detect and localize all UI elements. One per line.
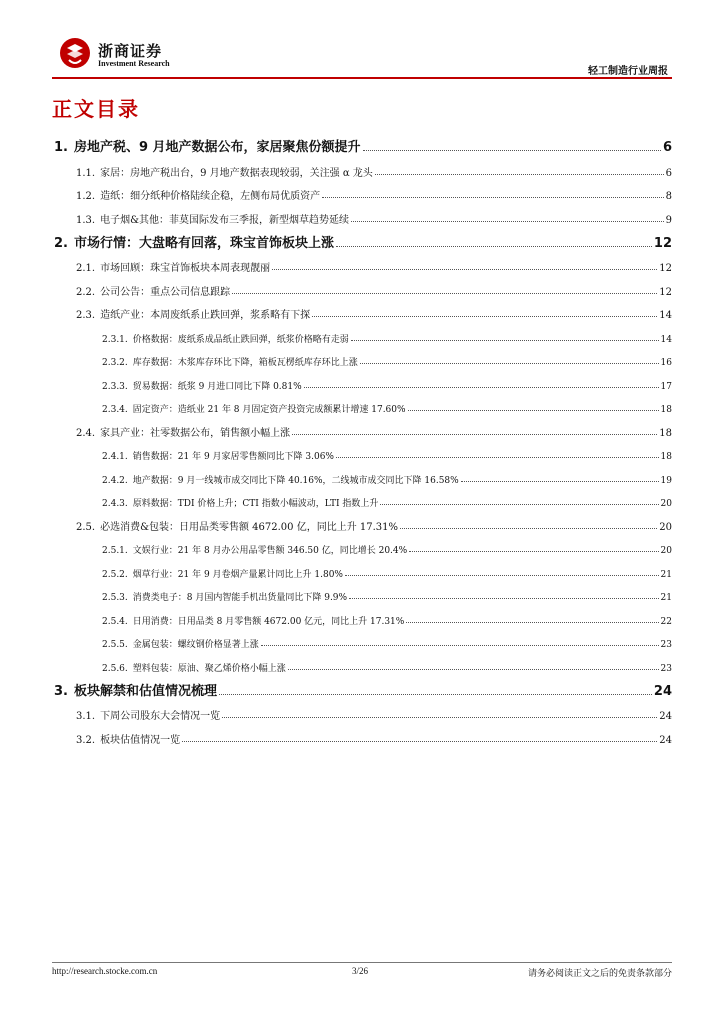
toc-entry-level3[interactable]: [52, 627, 672, 651]
toc-entry-page: 23: [660, 663, 672, 674]
toc-entry-level3[interactable]: [52, 486, 672, 510]
toc-entry-title: 公司公告：重点公司信息跟踪: [100, 286, 231, 298]
toc-entry-level3[interactable]: [52, 345, 672, 369]
toc-entry-page: 24: [659, 734, 672, 746]
toc-entry-level3[interactable]: [52, 603, 672, 627]
brand-name-en: Investment Research: [98, 59, 170, 68]
toc-entry-title: 市场行情：大盘略有回落，珠宝首饰板块上涨: [73, 235, 334, 251]
toc-entry-level3[interactable]: [52, 462, 672, 486]
toc-entry-number: 2.5.2.: [102, 569, 128, 580]
toc-entry-level2[interactable]: [52, 251, 672, 275]
toc-dot-leader: [400, 528, 657, 529]
toc-entry-title: 电子烟&其他：菲莫国际发布三季报，新型烟草趋势延续: [100, 214, 349, 226]
toc-entry-title: 家具产业：社零数据公布，销售额小幅上涨: [100, 427, 291, 439]
table-of-contents: [52, 130, 672, 746]
toc-entry-title: 原料数据：TDI 价格上升；CTI 指数小幅波动，LTI 指数上升: [132, 499, 379, 509]
toc-entry-title: 塑料包装：原油、聚乙烯价格小幅上涨: [132, 663, 286, 674]
toc-entry-level1[interactable]: [52, 130, 672, 155]
toc-entry-page: 14: [659, 310, 672, 321]
toc-entry-page: 12: [659, 286, 672, 298]
toc-entry-number: 3.: [54, 683, 68, 699]
toc-entry-number: 2.5.4.: [102, 616, 128, 627]
toc-entry-page: 20: [660, 546, 672, 556]
toc-dot-leader: [380, 504, 658, 505]
toc-entry-number: 2.5.3.: [102, 593, 128, 603]
toc-dot-leader: [363, 150, 661, 151]
toc-entry-level2[interactable]: [52, 298, 672, 322]
toc-entry-number: 2.1.: [76, 263, 96, 274]
toc-entry-number: 1.2.: [76, 191, 96, 202]
toc-entry-number: 2.3.1.: [102, 334, 128, 345]
toc-heading: 正文目录: [52, 97, 140, 121]
toc-entry-number: 2.3.3.: [102, 381, 128, 392]
toc-entry-level2[interactable]: [52, 155, 672, 179]
toc-entry-number: 2.2.: [76, 286, 96, 298]
toc-entry-number: 3.1.: [76, 711, 96, 722]
toc-entry-number: 2.4.3.: [102, 499, 128, 509]
footer-disclaimer: 请务必阅读正文之后的免责条款部分: [527, 969, 672, 979]
toc-dot-leader: [351, 221, 664, 222]
footer-divider: [52, 962, 672, 963]
toc-entry-number: 1.3.: [76, 214, 96, 226]
toc-entry-title: 贸易数据：纸浆 9 月进口同比下降 0.81%: [132, 381, 302, 392]
toc-entry-number: 2.4.: [76, 427, 96, 439]
toc-entry-title: 价格数据：废纸系成品纸止跌回弹，纸浆价格略有走弱: [132, 334, 349, 345]
toc-dot-leader: [322, 197, 664, 198]
toc-entry-title: 家居：房地产税出台，9 月地产数据表现较弱，关注强 α 龙头: [100, 167, 373, 179]
toc-entry-number: 2.5.5.: [102, 640, 128, 650]
toc-entry-number: 1.1.: [76, 167, 96, 179]
toc-entry-level2[interactable]: [52, 179, 672, 203]
toc-entry-level3[interactable]: [52, 368, 672, 392]
toc-entry-level3[interactable]: [52, 321, 672, 345]
header-divider: [52, 77, 672, 79]
toc-entry-title: 下周公司股东大会情况一览: [100, 711, 221, 722]
toc-entry-page: 23: [660, 640, 672, 650]
brokerage-logo-icon: [58, 36, 92, 70]
toc-entry-page: 12: [653, 235, 672, 251]
toc-entry-page: 24: [653, 683, 672, 699]
toc-entry-number: 2.3.2.: [102, 358, 128, 368]
toc-entry-page: 21: [660, 569, 672, 580]
toc-entry-title: 固定资产：造纸业 21 年 8 月固定资产投资完成额累计增速 17.60%: [132, 405, 406, 415]
toc-entry-title: 库存数据：木浆库存环比下降，箱板瓦楞纸库存环比上涨: [132, 358, 358, 368]
toc-entry-level2[interactable]: [52, 699, 672, 723]
footer-url-link[interactable]: http://research.stocke.com.cn: [52, 966, 158, 976]
toc-dot-leader: [375, 174, 664, 175]
toc-entry-page: 24: [659, 711, 672, 722]
toc-entry-page: 21: [660, 593, 672, 603]
toc-entry-page: 14: [660, 334, 672, 345]
toc-entry-level1[interactable]: [52, 226, 672, 251]
toc-entry-level3[interactable]: [52, 439, 672, 463]
toc-entry-number: 2.5.6.: [102, 663, 128, 674]
toc-entry-title: 房地产税、9 月地产数据公布，家居聚焦份额提升: [73, 140, 361, 155]
toc-dot-leader: [408, 410, 659, 411]
toc-entry-page: 9: [665, 214, 672, 226]
toc-dot-leader: [261, 645, 659, 646]
toc-entry-level2[interactable]: [52, 509, 672, 533]
toc-entry-level2[interactable]: [52, 722, 672, 746]
toc-entry-level2[interactable]: [52, 274, 672, 298]
toc-dot-leader: [349, 598, 658, 599]
toc-entry-number: 2.: [54, 235, 68, 251]
report-type-label: 轻工制造行业周报: [588, 66, 668, 77]
toc-entry-page: 17: [660, 381, 672, 392]
toc-entry-title: 金属包装：螺纹钢价格显著上涨: [132, 640, 259, 650]
toc-entry-page: 8: [665, 191, 672, 202]
toc-dot-leader: [272, 269, 657, 270]
toc-entry-title: 文娱行业：21 年 8 月办公用品零售额 346.50 亿，同比增长 20.4%: [132, 546, 408, 556]
toc-entry-page: 6: [662, 140, 672, 155]
toc-dot-leader: [222, 717, 657, 718]
toc-entry-level3[interactable]: [52, 392, 672, 416]
toc-dot-leader: [288, 669, 659, 670]
toc-entry-level2[interactable]: [52, 415, 672, 439]
toc-entry-title: 必选消费&包装：日用品类零售额 4672.00 亿，同比上升 17.31%: [100, 521, 399, 533]
toc-entry-number: 2.3.4.: [102, 405, 128, 415]
toc-entry-page: 22: [660, 616, 672, 627]
toc-dot-leader: [360, 363, 659, 364]
toc-entry-page: 18: [659, 427, 672, 439]
toc-entry-level3[interactable]: [52, 650, 672, 674]
toc-entry-number: 2.5.: [76, 521, 96, 533]
toc-entry-title: 市场回顾：珠宝首饰板块本周表现靓丽: [100, 263, 271, 274]
toc-entry-title: 烟草行业：21 年 9 月卷烟产量累计同比上升 1.80%: [132, 569, 343, 580]
toc-entry-page: 18: [660, 452, 672, 462]
toc-entry-page: 20: [660, 499, 672, 509]
toc-dot-leader: [336, 457, 659, 458]
toc-entry-number: 1.: [54, 140, 68, 155]
toc-entry-title: 造纸产业：本周废纸系止跌回弹，浆系略有下探: [100, 310, 311, 321]
toc-dot-leader: [219, 694, 652, 695]
toc-entry-title: 地产数据：9 月一线城市成交同比下降 40.16%，二线城市成交同比下降 16.58%: [132, 475, 459, 486]
toc-entry-title: 消费类电子：8 月国内智能手机出货量同比下降 9.9%: [132, 593, 348, 603]
toc-dot-leader: [292, 434, 657, 435]
toc-entry-page: 18: [660, 405, 672, 415]
toc-entry-page: 12: [659, 263, 672, 274]
toc-entry-level3[interactable]: [52, 580, 672, 604]
toc-entry-page: 20: [659, 521, 672, 533]
toc-entry-title: 板块解禁和估值情况梳理: [73, 683, 217, 699]
toc-entry-title: 板块估值情况一览: [100, 734, 181, 746]
toc-entry-number: 2.4.1.: [102, 452, 128, 462]
toc-entry-title: 造纸：细分纸种价格陆续企稳，左侧布局优质资产: [100, 191, 321, 202]
toc-dot-leader: [304, 387, 659, 388]
toc-dot-leader: [409, 551, 658, 552]
toc-entry-level3[interactable]: [52, 533, 672, 557]
toc-entry-number: 2.5.1.: [102, 546, 128, 556]
toc-entry-title: 日用消费：日用品类 8 月零售额 4672.00 亿元，同比上升 17.31%: [132, 616, 405, 627]
toc-entry-level2[interactable]: [52, 202, 672, 226]
toc-entry-title: 销售数据：21 年 9 月家居零售额同比下降 3.06%: [132, 452, 334, 462]
toc-entry-page: 6: [665, 167, 672, 179]
brand-name-cn: 浙商证券: [98, 42, 163, 60]
toc-entry-level3[interactable]: [52, 556, 672, 580]
toc-dot-leader: [336, 246, 652, 247]
toc-dot-leader: [232, 293, 657, 294]
toc-entry-number: 2.3.: [76, 310, 96, 321]
toc-dot-leader: [406, 622, 658, 623]
toc-entry-level1[interactable]: [52, 674, 672, 699]
toc-dot-leader: [182, 741, 657, 742]
footer-page-number: 3/26: [352, 966, 369, 976]
page-header: [0, 0, 724, 80]
toc-entry-number: 2.4.2.: [102, 475, 128, 486]
toc-dot-leader: [351, 340, 659, 341]
toc-entry-page: 16: [660, 358, 672, 368]
toc-dot-leader: [312, 316, 657, 317]
toc-entry-page: 19: [660, 475, 672, 486]
toc-dot-leader: [461, 481, 659, 482]
toc-entry-number: 3.2.: [76, 734, 96, 746]
toc-dot-leader: [345, 575, 659, 576]
